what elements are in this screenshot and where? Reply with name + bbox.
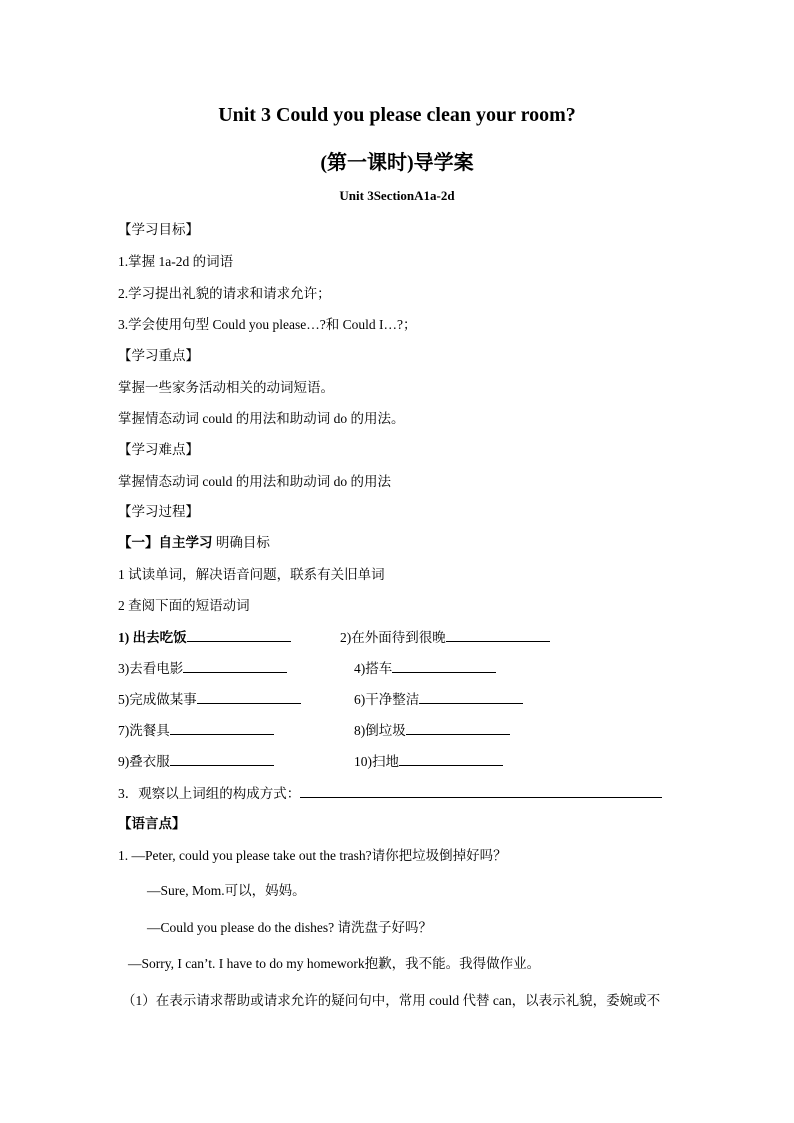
phrase-label: 8)倒垃圾 xyxy=(354,723,406,738)
section-label: Unit 3SectionA1a-2d xyxy=(339,188,455,203)
phrase-item xyxy=(340,626,550,646)
document-subtitle: (第一课时)导学案 xyxy=(320,152,474,174)
phrase-label: 1) 出去吃饭 xyxy=(118,630,187,645)
phrase-item xyxy=(118,626,291,646)
dialogue-line: 1. —Peter, could you please take out the trash?请你把垃圾倒掉好吗？ xyxy=(118,848,507,863)
phrase-item xyxy=(354,688,523,708)
step-1: 1 试读单词，解决语音问题，联系有关旧单词 xyxy=(118,567,385,582)
phrase-label: 7)洗餐具 xyxy=(118,723,170,738)
dialogue-line: —Sure, Mom.可以，妈妈。 xyxy=(147,883,306,898)
step-2: 2 查阅下面的短语动词 xyxy=(118,598,250,613)
phrase-label: 9)叠衣服 xyxy=(118,754,170,769)
document-title: Unit 3 Could you please clean your room? xyxy=(218,104,576,126)
answer-blank[interactable] xyxy=(399,753,503,766)
goal-item: 1.掌握 1a-2d 的词语 xyxy=(118,254,234,269)
answer-blank[interactable] xyxy=(446,629,550,642)
difficulty-heading: 【学习难点】 xyxy=(118,442,199,457)
phrase-item xyxy=(118,657,287,677)
phrase-label: 3)去看电影 xyxy=(118,661,184,676)
phrase-label: 2)在外面待到很晚 xyxy=(340,630,446,645)
grammar-note: （1）在表示请求帮助或请求允许的疑问句中，常用 could 代替 can，以表示礼貌，委婉或不 xyxy=(122,993,661,1008)
answer-blank[interactable] xyxy=(187,629,291,642)
answer-blank[interactable] xyxy=(170,753,274,766)
phrase-item xyxy=(118,719,274,739)
phrase-item xyxy=(354,750,503,770)
phrase-label: 10)扫地 xyxy=(354,754,399,769)
language-heading: 【语言点】 xyxy=(118,816,186,831)
goal-item: 2.学习提出礼貌的请求和请求允许； xyxy=(118,286,331,301)
answer-blank[interactable] xyxy=(300,785,662,798)
process-heading: 【学习过程】 xyxy=(118,504,199,519)
answer-blank[interactable] xyxy=(406,722,510,735)
phrase-label: 6)干净整洁 xyxy=(354,692,420,707)
dialogue-line: —Could you please do the dishes? 请洗盘子好吗？ xyxy=(147,920,432,935)
phrase-label: 4)搭车 xyxy=(354,661,393,676)
answer-blank[interactable] xyxy=(197,691,301,704)
key-heading: 【学习重点】 xyxy=(118,348,199,363)
phrase-item xyxy=(118,688,301,708)
phrase-item xyxy=(354,719,510,739)
answer-blank[interactable] xyxy=(170,722,274,735)
dialogue-line: —Sorry, I can’t. I have to do my homework抱歉，我不能。我得做作业。 xyxy=(128,956,541,971)
goals-heading: 【学习目标】 xyxy=(118,222,199,237)
part1-heading-line xyxy=(118,531,270,551)
answer-blank[interactable] xyxy=(183,660,287,673)
key-point: 掌握一些家务活动相关的动词短语。 xyxy=(118,380,334,395)
phrase-item xyxy=(354,657,496,677)
step-3-label: 3．观察以上词组的构成方式： xyxy=(118,786,301,801)
answer-blank[interactable] xyxy=(392,660,496,673)
answer-blank[interactable] xyxy=(419,691,523,704)
step-3 xyxy=(118,782,662,802)
difficulty-text: 掌握情态动词 could 的用法和助动词 do 的用法 xyxy=(118,474,391,489)
phrase-item xyxy=(118,750,274,770)
phrase-label: 5)完成做某事 xyxy=(118,692,197,707)
part1-subheading: 明确目标 xyxy=(215,535,270,550)
key-point: 掌握情态动词 could 的用法和助动词 do 的用法。 xyxy=(118,411,405,426)
part1-heading: 【一】自主学习 xyxy=(118,535,213,550)
goal-item: 3.学会使用句型 Could you please…?和 Could I…?； xyxy=(118,317,417,332)
